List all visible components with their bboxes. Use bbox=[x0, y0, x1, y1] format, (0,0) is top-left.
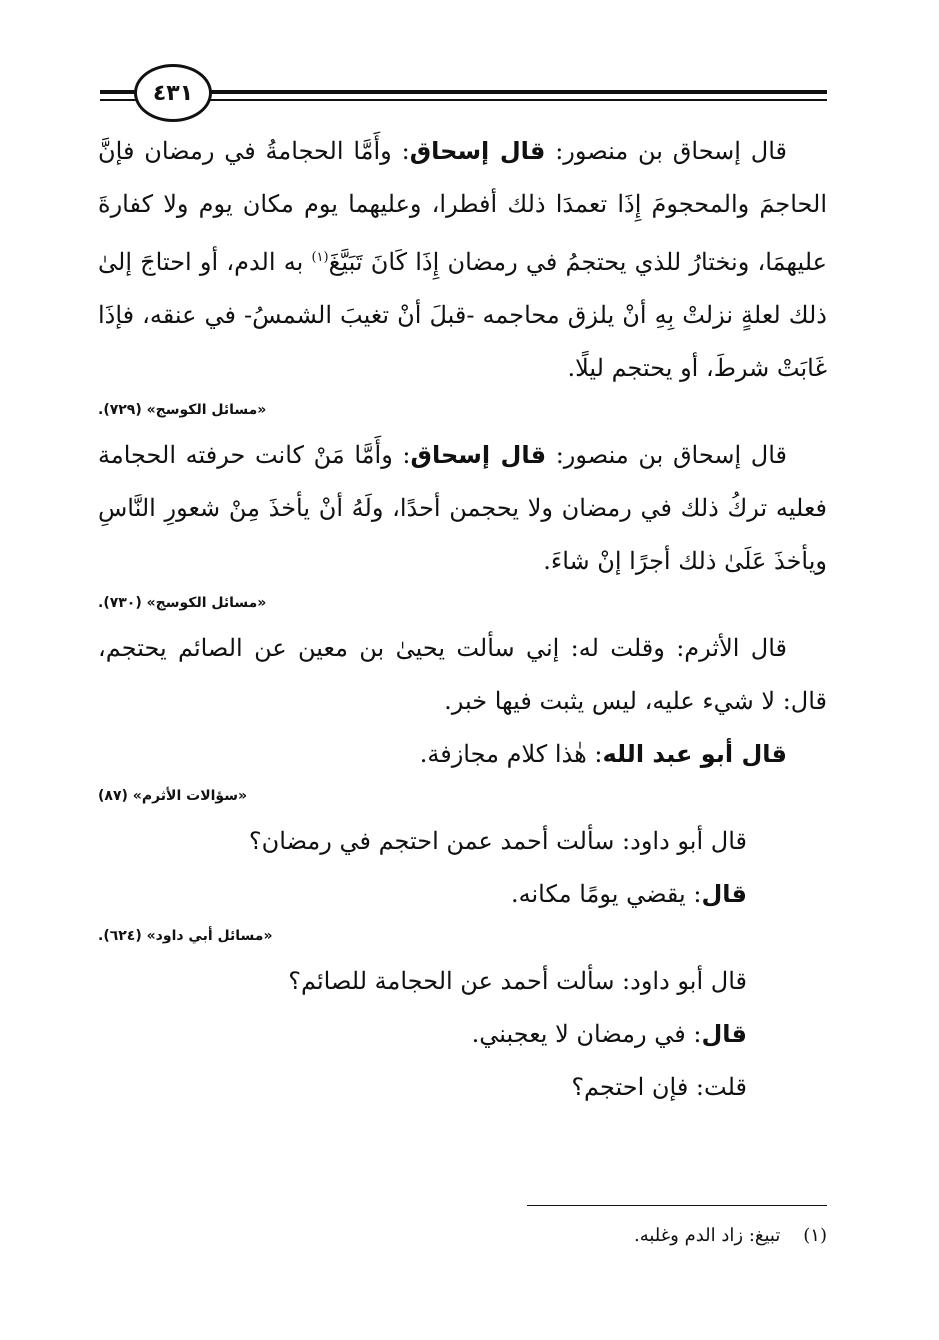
page-body bbox=[98, 125, 827, 1114]
text-run: قال إسحاق بن منصور: bbox=[545, 137, 787, 165]
text-run: قال أبو داود: سألت أحمد عمن احتجم في رمضان؟ bbox=[248, 827, 747, 855]
paragraph bbox=[98, 429, 827, 588]
speaker-label: قال إسحاق bbox=[409, 137, 546, 165]
text-run: قال الأثرم: وقلت له: إني سألت يحيىٰ بن معين عن الصائم يحتجم، قال: لا شيء عليه، ليس يثبت فيها خبر. bbox=[98, 634, 827, 715]
header-rule bbox=[200, 90, 827, 94]
text-run: : هٰذا كلام مجازفة. bbox=[419, 740, 603, 768]
text-run: به الدم، أو احتاجَ إلىٰ ذلك لعلةٍ نزلتْ بِهِ أنْ يلزق محاجمه -قبلَ أنْ تغيبَ الشمسُ- في عنقه، فإذَا غَابَتْ شرطَ، أو يحتجم ليلًا. bbox=[98, 248, 827, 382]
speaker-label: قال إسحاق bbox=[410, 441, 547, 469]
footnote-marker: (١) bbox=[803, 1225, 827, 1246]
paragraph bbox=[98, 868, 827, 921]
text-run: قلت: فإن احتجم؟ bbox=[571, 1073, 747, 1101]
paragraph bbox=[98, 125, 827, 395]
speaker-label: قال bbox=[701, 880, 747, 908]
footnote-divider bbox=[527, 1205, 827, 1206]
paragraph bbox=[98, 622, 827, 728]
speaker-label: قال bbox=[701, 1020, 747, 1048]
source-citation: «مسائل أبي داود» (٦٢٤). bbox=[98, 928, 273, 944]
source-citation: «سؤالات الأثرم» (٨٧) bbox=[98, 788, 248, 804]
paragraph bbox=[98, 955, 827, 1008]
paragraph bbox=[98, 815, 827, 868]
text-run: : وأَمَّا الحجامةُ في رمضان فإنَّ الحاجمَ والمحجومَ إِذَا تعمدَا ذلك أفطرا، وعليهما يوم مكان يوم ولا كفارةَ عليهمَا، ونختارُ للذي يحتجمُ في رمضان إِذَا كَانَ تَبَيَّغَ bbox=[98, 137, 827, 276]
footnote-text: تبيغ: زاد الدم وغلبه. bbox=[634, 1225, 781, 1246]
text-run: قال إسحاق بن منصور: bbox=[546, 441, 788, 469]
text-run: : وأَمَّا مَنْ كانت حرفته الحجامة فعليه تركُ ذلك في رمضان ولا يحجمن أحدًا، ولَهُ أنْ يأخذَ مِنْ شعورِ النَّاسِ ويأخذَ عَلَىٰ ذلك أجرًا إنْ شاءَ. bbox=[98, 441, 827, 575]
speaker-label: قال أبو عبد الله bbox=[602, 740, 787, 768]
header-rule-thin bbox=[200, 99, 827, 101]
source-citation: «مسائل الكوسج» (٧٢٩). bbox=[98, 402, 267, 418]
page-number: ٤٣١ bbox=[134, 64, 212, 122]
paragraph bbox=[98, 728, 827, 781]
paragraph bbox=[98, 1008, 827, 1061]
source-citation: «مسائل الكوسج» (٧٣٠). bbox=[98, 595, 267, 611]
text-run: : في رمضان لا يعجبني. bbox=[471, 1020, 702, 1048]
paragraph bbox=[98, 1061, 827, 1114]
footnote bbox=[634, 1222, 827, 1250]
text-run: قال أبو داود: سألت أحمد عن الحجامة للصائم؟ bbox=[288, 967, 747, 995]
text-run: : يقضي يومًا مكانه. bbox=[510, 880, 702, 908]
footnote-ref: (١) bbox=[311, 250, 329, 265]
